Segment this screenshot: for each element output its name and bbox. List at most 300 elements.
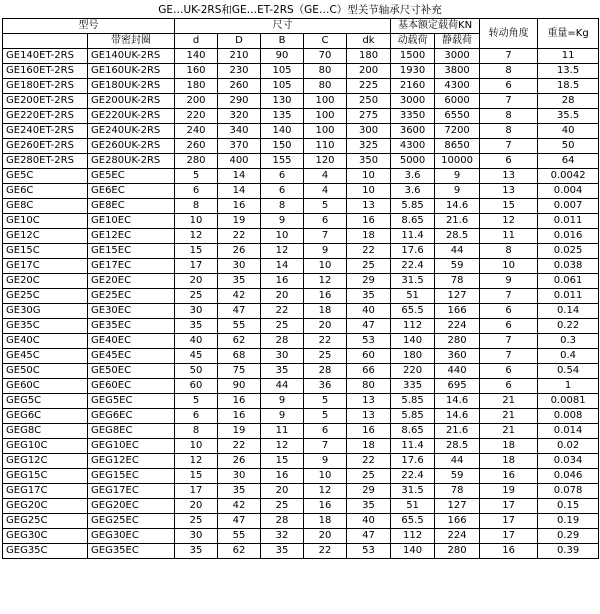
cell-dynamic-load: 3600 [391, 124, 435, 139]
cell-rotation-angle: 15 [480, 199, 538, 214]
cell-weight: 0.15 [538, 499, 599, 514]
cell-sealed-model: GE30EC [88, 304, 175, 319]
cell-B: 44 [261, 379, 304, 394]
cell-sealed-model: GE160UK-2RS [88, 64, 175, 79]
cell-dynamic-load: 31.5 [391, 484, 435, 499]
cell-rotation-angle: 17 [480, 529, 538, 544]
cell-D: 90 [218, 379, 261, 394]
table-row [3, 424, 599, 439]
cell-static-load: 21.6 [435, 424, 480, 439]
cell-sealed-model: GE260UK-2RS [88, 139, 175, 154]
cell-dynamic-load: 5.85 [391, 394, 435, 409]
table-row [3, 49, 599, 64]
cell-dynamic-load: 5.85 [391, 409, 435, 424]
cell-static-load: 695 [435, 379, 480, 394]
cell-model: GE60C [3, 379, 88, 394]
cell-D: 47 [218, 514, 261, 529]
cell-sealed-model: GE17EC [88, 259, 175, 274]
cell-d: 160 [175, 64, 218, 79]
cell-dk: 47 [347, 529, 391, 544]
table-row [3, 544, 599, 559]
cell-dynamic-load: 335 [391, 379, 435, 394]
cell-C: 10 [304, 469, 347, 484]
cell-D: 47 [218, 304, 261, 319]
cell-model: GEG30C [3, 529, 88, 544]
cell-D: 62 [218, 544, 261, 559]
cell-model: GE10C [3, 214, 88, 229]
cell-dynamic-load: 22.4 [391, 259, 435, 274]
cell-B: 8 [261, 199, 304, 214]
cell-dynamic-load: 1930 [391, 64, 435, 79]
cell-d: 25 [175, 514, 218, 529]
cell-dynamic-load: 31.5 [391, 274, 435, 289]
cell-D: 14 [218, 169, 261, 184]
cell-model: GE140ET-2RS [3, 49, 88, 64]
table-row [3, 244, 599, 259]
cell-B: 9 [261, 214, 304, 229]
cell-B: 25 [261, 319, 304, 334]
cell-dk: 180 [347, 49, 391, 64]
cell-dynamic-load: 3.6 [391, 184, 435, 199]
cell-sealed-model: GEG10EC [88, 439, 175, 454]
cell-rotation-angle: 7 [480, 334, 538, 349]
cell-model: GE5C [3, 169, 88, 184]
cell-d: 180 [175, 79, 218, 94]
cell-D: 230 [218, 64, 261, 79]
cell-C: 22 [304, 334, 347, 349]
cell-weight: 0.0081 [538, 394, 599, 409]
header-model: 型号 [3, 19, 175, 34]
cell-rotation-angle: 21 [480, 409, 538, 424]
cell-rotation-angle: 8 [480, 109, 538, 124]
cell-d: 6 [175, 184, 218, 199]
cell-d: 40 [175, 334, 218, 349]
cell-B: 9 [261, 394, 304, 409]
cell-model: GEG12C [3, 454, 88, 469]
cell-dk: 250 [347, 94, 391, 109]
cell-D: 62 [218, 334, 261, 349]
cell-dynamic-load: 3350 [391, 109, 435, 124]
cell-dk: 16 [347, 424, 391, 439]
cell-d: 17 [175, 484, 218, 499]
cell-weight: 0.014 [538, 424, 599, 439]
cell-d: 20 [175, 274, 218, 289]
cell-B: 150 [261, 139, 304, 154]
cell-C: 18 [304, 514, 347, 529]
cell-C: 36 [304, 379, 347, 394]
cell-weight: 0.29 [538, 529, 599, 544]
cell-weight: 0.011 [538, 214, 599, 229]
table-row [3, 379, 599, 394]
cell-dynamic-load: 220 [391, 364, 435, 379]
cell-model: GEG20C [3, 499, 88, 514]
cell-C: 7 [304, 439, 347, 454]
cell-sealed-model: GE45EC [88, 349, 175, 364]
cell-static-load: 224 [435, 529, 480, 544]
cell-dk: 350 [347, 154, 391, 169]
cell-model: GE15C [3, 244, 88, 259]
cell-d: 5 [175, 169, 218, 184]
cell-sealed-model: GEG12EC [88, 454, 175, 469]
cell-weight: 0.19 [538, 514, 599, 529]
cell-static-load: 166 [435, 304, 480, 319]
cell-weight: 0.016 [538, 229, 599, 244]
cell-B: 155 [261, 154, 304, 169]
cell-D: 26 [218, 244, 261, 259]
bearing-size-table [2, 18, 599, 559]
cell-dk: 29 [347, 274, 391, 289]
cell-static-load: 44 [435, 244, 480, 259]
cell-weight: 11 [538, 49, 599, 64]
cell-C: 6 [304, 214, 347, 229]
cell-dk: 29 [347, 484, 391, 499]
cell-dynamic-load: 2160 [391, 79, 435, 94]
cell-dk: 200 [347, 64, 391, 79]
cell-weight: 0.02 [538, 439, 599, 454]
cell-dynamic-load: 4300 [391, 139, 435, 154]
cell-static-load: 4300 [435, 79, 480, 94]
cell-d: 200 [175, 94, 218, 109]
cell-B: 14 [261, 259, 304, 274]
cell-rotation-angle: 6 [480, 319, 538, 334]
cell-dynamic-load: 8.65 [391, 214, 435, 229]
cell-sealed-model: GE12EC [88, 229, 175, 244]
cell-dk: 13 [347, 394, 391, 409]
cell-D: 75 [218, 364, 261, 379]
cell-sealed-model: GEG17EC [88, 484, 175, 499]
cell-d: 280 [175, 154, 218, 169]
cell-D: 30 [218, 469, 261, 484]
cell-sealed-model: GE20EC [88, 274, 175, 289]
cell-weight: 0.4 [538, 349, 599, 364]
cell-rotation-angle: 18 [480, 439, 538, 454]
cell-C: 18 [304, 304, 347, 319]
cell-D: 290 [218, 94, 261, 109]
cell-static-load: 280 [435, 544, 480, 559]
cell-B: 15 [261, 454, 304, 469]
cell-dk: 22 [347, 244, 391, 259]
cell-sealed-model: GEG8EC [88, 424, 175, 439]
cell-sealed-model: GEG5EC [88, 394, 175, 409]
cell-dk: 325 [347, 139, 391, 154]
cell-weight: 18.5 [538, 79, 599, 94]
cell-D: 16 [218, 199, 261, 214]
cell-B: 22 [261, 304, 304, 319]
cell-B: 35 [261, 544, 304, 559]
cell-dk: 13 [347, 409, 391, 424]
cell-C: 100 [304, 124, 347, 139]
header-dynamic: 动载荷 [391, 34, 435, 49]
table-row [3, 409, 599, 424]
cell-model: GE180ET-2RS [3, 79, 88, 94]
cell-dynamic-load: 8.65 [391, 424, 435, 439]
cell-D: 14 [218, 184, 261, 199]
cell-d: 220 [175, 109, 218, 124]
cell-sealed-model: GE140UK-2RS [88, 49, 175, 64]
header-C: C [304, 34, 347, 49]
cell-rotation-angle: 17 [480, 514, 538, 529]
cell-dynamic-load: 5.85 [391, 199, 435, 214]
header-weight: 重量=Kg [538, 19, 599, 49]
header-static: 静载荷 [435, 34, 480, 49]
cell-d: 20 [175, 499, 218, 514]
cell-rotation-angle: 21 [480, 424, 538, 439]
cell-B: 25 [261, 499, 304, 514]
cell-weight: 0.39 [538, 544, 599, 559]
cell-d: 12 [175, 454, 218, 469]
cell-static-load: 6550 [435, 109, 480, 124]
table-row [3, 199, 599, 214]
cell-B: 32 [261, 529, 304, 544]
cell-D: 22 [218, 229, 261, 244]
cell-rotation-angle: 16 [480, 469, 538, 484]
cell-C: 5 [304, 199, 347, 214]
table-row [3, 289, 599, 304]
cell-dk: 66 [347, 364, 391, 379]
cell-static-load: 127 [435, 499, 480, 514]
cell-weight: 0.038 [538, 259, 599, 274]
cell-B: 6 [261, 184, 304, 199]
cell-model: GE220ET-2RS [3, 109, 88, 124]
cell-sealed-model: GE6EC [88, 184, 175, 199]
cell-rotation-angle: 9 [480, 274, 538, 289]
cell-B: 105 [261, 64, 304, 79]
cell-weight: 50 [538, 139, 599, 154]
table-row [3, 229, 599, 244]
cell-rotation-angle: 18 [480, 454, 538, 469]
cell-C: 80 [304, 79, 347, 94]
cell-d: 10 [175, 214, 218, 229]
cell-weight: 64 [538, 154, 599, 169]
cell-B: 135 [261, 109, 304, 124]
cell-weight: 0.078 [538, 484, 599, 499]
cell-B: 28 [261, 514, 304, 529]
cell-D: 68 [218, 349, 261, 364]
table-row [3, 319, 599, 334]
cell-static-load: 7200 [435, 124, 480, 139]
cell-sealed-model: GEG30EC [88, 529, 175, 544]
cell-rotation-angle: 7 [480, 349, 538, 364]
cell-model: GE280ET-2RS [3, 154, 88, 169]
cell-dk: 47 [347, 319, 391, 334]
cell-d: 8 [175, 199, 218, 214]
cell-dynamic-load: 51 [391, 499, 435, 514]
cell-rotation-angle: 6 [480, 379, 538, 394]
cell-B: 20 [261, 289, 304, 304]
cell-model: GE20C [3, 274, 88, 289]
cell-C: 70 [304, 49, 347, 64]
cell-dynamic-load: 140 [391, 334, 435, 349]
cell-static-load: 360 [435, 349, 480, 364]
cell-dynamic-load: 3.6 [391, 169, 435, 184]
cell-sealed-model: GE10EC [88, 214, 175, 229]
cell-C: 16 [304, 499, 347, 514]
cell-C: 16 [304, 289, 347, 304]
cell-model: GE25C [3, 289, 88, 304]
table-row [3, 109, 599, 124]
cell-C: 25 [304, 349, 347, 364]
cell-model: GE240ET-2RS [3, 124, 88, 139]
cell-B: 12 [261, 244, 304, 259]
cell-weight: 0.14 [538, 304, 599, 319]
cell-sealed-model: GE280UK-2RS [88, 154, 175, 169]
table-row [3, 439, 599, 454]
cell-B: 20 [261, 484, 304, 499]
cell-D: 16 [218, 394, 261, 409]
cell-d: 140 [175, 49, 218, 64]
cell-C: 80 [304, 64, 347, 79]
cell-model: GEG35C [3, 544, 88, 559]
cell-d: 6 [175, 409, 218, 424]
cell-rotation-angle: 6 [480, 364, 538, 379]
cell-C: 12 [304, 274, 347, 289]
cell-sealed-model: GE180UK-2RS [88, 79, 175, 94]
cell-sealed-model: GE50EC [88, 364, 175, 379]
cell-rotation-angle: 6 [480, 304, 538, 319]
cell-rotation-angle: 13 [480, 184, 538, 199]
cell-static-load: 6000 [435, 94, 480, 109]
cell-dk: 18 [347, 439, 391, 454]
cell-weight: 40 [538, 124, 599, 139]
cell-sealed-model: GE240UK-2RS [88, 124, 175, 139]
cell-d: 5 [175, 394, 218, 409]
cell-dynamic-load: 180 [391, 349, 435, 364]
cell-dk: 300 [347, 124, 391, 139]
table-row [3, 529, 599, 544]
cell-dynamic-load: 11.4 [391, 229, 435, 244]
header-load: 基本额定载荷KN [391, 19, 480, 34]
cell-dynamic-load: 17.6 [391, 454, 435, 469]
cell-d: 260 [175, 139, 218, 154]
cell-C: 5 [304, 409, 347, 424]
cell-dynamic-load: 112 [391, 529, 435, 544]
table-row [3, 94, 599, 109]
cell-model: GEG5C [3, 394, 88, 409]
cell-B: 16 [261, 274, 304, 289]
cell-dynamic-load: 22.4 [391, 469, 435, 484]
cell-D: 42 [218, 499, 261, 514]
cell-dk: 25 [347, 469, 391, 484]
header-sealed: 带密封圈 [88, 34, 175, 49]
table-row [3, 349, 599, 364]
cell-dk: 275 [347, 109, 391, 124]
cell-dynamic-load: 65.5 [391, 304, 435, 319]
cell-rotation-angle: 8 [480, 64, 538, 79]
table-row [3, 484, 599, 499]
cell-C: 12 [304, 484, 347, 499]
cell-model: GE17C [3, 259, 88, 274]
cell-rotation-angle: 17 [480, 499, 538, 514]
cell-weight: 0.061 [538, 274, 599, 289]
cell-rotation-angle: 7 [480, 289, 538, 304]
cell-model: GE45C [3, 349, 88, 364]
table-row [3, 394, 599, 409]
cell-C: 120 [304, 154, 347, 169]
cell-dynamic-load: 140 [391, 544, 435, 559]
cell-C: 10 [304, 259, 347, 274]
cell-dk: 16 [347, 214, 391, 229]
cell-static-load: 14.6 [435, 394, 480, 409]
cell-d: 60 [175, 379, 218, 394]
cell-D: 16 [218, 409, 261, 424]
cell-static-load: 59 [435, 259, 480, 274]
cell-d: 45 [175, 349, 218, 364]
cell-dk: 35 [347, 499, 391, 514]
cell-B: 90 [261, 49, 304, 64]
cell-C: 20 [304, 529, 347, 544]
cell-rotation-angle: 16 [480, 544, 538, 559]
cell-static-load: 28.5 [435, 229, 480, 244]
table-row [3, 169, 599, 184]
cell-d: 35 [175, 544, 218, 559]
cell-B: 140 [261, 124, 304, 139]
cell-d: 12 [175, 229, 218, 244]
cell-static-load: 224 [435, 319, 480, 334]
cell-D: 19 [218, 424, 261, 439]
table-row [3, 139, 599, 154]
cell-B: 11 [261, 424, 304, 439]
cell-model: GE6C [3, 184, 88, 199]
cell-C: 20 [304, 319, 347, 334]
cell-C: 7 [304, 229, 347, 244]
cell-rotation-angle: 21 [480, 394, 538, 409]
cell-B: 28 [261, 334, 304, 349]
cell-d: 30 [175, 529, 218, 544]
table-row [3, 304, 599, 319]
cell-weight: 0.008 [538, 409, 599, 424]
cell-rotation-angle: 7 [480, 94, 538, 109]
cell-B: 6 [261, 169, 304, 184]
header-D: D [218, 34, 261, 49]
cell-static-load: 14.6 [435, 409, 480, 424]
cell-D: 19 [218, 214, 261, 229]
cell-static-load: 127 [435, 289, 480, 304]
cell-dk: 35 [347, 289, 391, 304]
cell-model: GE30G [3, 304, 88, 319]
cell-rotation-angle: 7 [480, 49, 538, 64]
cell-static-load: 14.6 [435, 199, 480, 214]
cell-sealed-model: GEG35EC [88, 544, 175, 559]
cell-weight: 0.034 [538, 454, 599, 469]
cell-weight: 0.0042 [538, 169, 599, 184]
cell-dynamic-load: 51 [391, 289, 435, 304]
cell-C: 4 [304, 169, 347, 184]
cell-rotation-angle: 8 [480, 124, 538, 139]
table-row [3, 154, 599, 169]
cell-rotation-angle: 8 [480, 244, 538, 259]
cell-rotation-angle: 6 [480, 79, 538, 94]
cell-static-load: 166 [435, 514, 480, 529]
cell-model: GE160ET-2RS [3, 64, 88, 79]
cell-static-load: 78 [435, 484, 480, 499]
cell-C: 100 [304, 109, 347, 124]
cell-sealed-model: GE35EC [88, 319, 175, 334]
cell-sealed-model: GE25EC [88, 289, 175, 304]
cell-sealed-model: GEG20EC [88, 499, 175, 514]
header-row-1 [3, 19, 599, 34]
cell-C: 100 [304, 94, 347, 109]
cell-model: GE12C [3, 229, 88, 244]
cell-D: 260 [218, 79, 261, 94]
cell-static-load: 78 [435, 274, 480, 289]
cell-B: 30 [261, 349, 304, 364]
cell-d: 8 [175, 424, 218, 439]
cell-static-load: 280 [435, 334, 480, 349]
cell-weight: 0.004 [538, 184, 599, 199]
cell-sealed-model: GE40EC [88, 334, 175, 349]
cell-sealed-model: GE15EC [88, 244, 175, 259]
cell-static-load: 9 [435, 169, 480, 184]
